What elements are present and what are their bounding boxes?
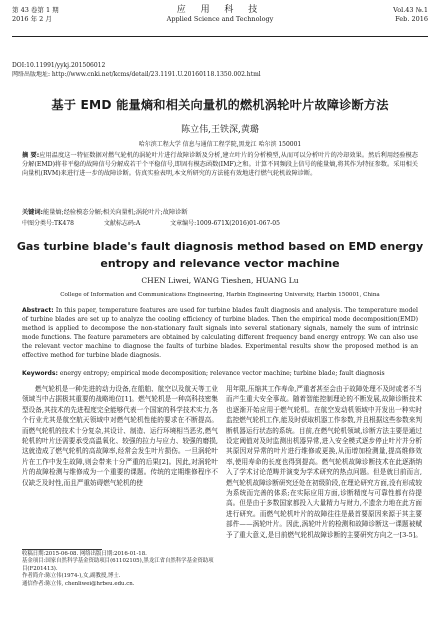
running-header: [12, 6, 428, 36]
article-title-en: Gas turbine blade's fault diagnosis method based on EMD energy entropy and relevance vector machine: [16, 240, 424, 270]
keywords-cn-text: 能量熵;经验模态分解;相关向量机;涡轮叶片;故障诊断: [43, 209, 188, 216]
body-right-text: 用年限,压缩其工作寿命,严重者甚至会由于故障处理不及时或者不当而产生重大安全事故。随着智能控制理论的不断发展,故障诊断技术也逐渐开始应用于燃气轮机。在航空发动机领域中开发出一种实时监控燃气轮机工作,能及时获取机器工作参数,并且根据这些参数来判断机器运行状态的系统。目前,在燃气轮机领域,诊断方法主要是通过设定阈值对及时监测出机器异常,进入安全模式逐步停止叶片并分析其原因对异常的叶片进行维修或更换,从而增加检测量,提高维修效率,使用寿命的长度也得到提高。燃气轮机故障诊断技术在此逐渐纳入了学术讨论范畴并演变为学术研究的热点问题。但是就目前而言,燃气轮机故障诊断研究还处在初级阶段,在理论研究方面,没有形成较为系统而完善的体系;在实际应用方面,诊断精度与可靠性都有待提高。但是由于多数国家都投入大量精力与财力,不遗余力地在此方面进行研究。而燃气轮机叶片的故障往往是最首要原因来源于其主要部件——涡轮叶片。因此,涡轮叶片的检测和故障诊断这一课题被赋予了重大意义,是目前燃气轮机故障诊断的主要研究方向之一[3-5]。: [226, 385, 422, 539]
header-rule: [12, 36, 428, 37]
keywords-cn-label: 关键词:: [22, 209, 44, 216]
abstract-cn-label: 摘 要:: [22, 152, 40, 159]
abstract-cn: [22, 152, 418, 178]
journal-name-en: Applied Science and Technology: [166, 15, 274, 23]
article-title-cn: 基于 EMD 能量熵和相关向量机的燃机涡轮叶片故障诊断方法: [51, 98, 389, 112]
authors-en: CHEN Liwei, WANG Tieshen, HUANG Lu: [141, 276, 299, 285]
footnote-funding: 基金项目:国家自然科学基金资助项目(61102105),黑龙江省自然科学基金资助项目(F201413).: [22, 558, 214, 572]
keywords-en: [22, 370, 418, 379]
header-volume-issue: 第 43 卷第 1 期: [12, 6, 59, 14]
keywords-cn: [22, 209, 418, 218]
abstract-cn-text: 应用温度这一特征数据对燃气轮机的涡轮叶片进行故障诊断及分析,建立叶片的分析模型,从而可以分析叶片的冷却效果。然后利用经验模态分解(EMD)将非平稳的故障信号分解成若干个平稳信号,即固有模态函数(IMF)之和。计算不同频段上信号的能量熵,将其作为特征参数。采用相关向量机(RVM)来进行进一步的故障诊断。仿真实验表明,本文所研究的方法能有效地进行燃气轮机故障诊断。: [22, 152, 418, 177]
body-column-left: [22, 384, 218, 544]
affiliation-cn: 哈尔滨工程大学 信息与通信工程学院,黑龙江 哈尔滨 150001: [138, 141, 302, 148]
header-journal: [12, 6, 428, 24]
abstract-en: [22, 307, 418, 360]
online-url-line: 网络出版地址: http://www.cnki.net/kcms/detail/23.1191.U.20160118.1350.002.html: [12, 71, 261, 78]
header-volume-en-line: Vol.43 №.1: [393, 6, 428, 14]
abstract-en-text: In this paper, temperature features are used for turbine blades fault diagnosis and analysis. The temperature model of turbine blades are set up to analyze the cooling efficiency of turbine blades. Then the empirical mode decomposition(EMD) method is applied to decompose the non-stationary fault signals into several stationary signals, namely the sum of intrinsic mode functions. The feature parameters are obtained by calculating different frequency band energy entropy. We can also use the relevant vector machine to diagnose the faults of turbine blades. Experimental results show the proposed method is an effective method for turbine blade diagnosis.: [22, 307, 418, 359]
document-code: 文献标志码:A: [103, 220, 141, 227]
footnotes: [22, 551, 218, 588]
keywords-en-label: Keywords:: [22, 370, 58, 377]
authors-cn: 陈立伟,王铁深,黄璐: [181, 125, 259, 135]
body-column-right: [226, 384, 422, 609]
footnote-received: 收稿日期:2015-06-08. 网络出版日期:2016-01-18.: [22, 551, 147, 557]
clc-number: 中图分类号:TK478: [22, 220, 74, 227]
keywords-en-text: energy entropy; empirical mode decomposition; relevance vector machine; turbine blade; fault diagnosis: [59, 370, 385, 377]
footnote-corresponding: 通信作者:陈立伟, chenliwei@hrbeu.edu.cn.: [22, 580, 135, 587]
header-date: 2016 年 2 月: [12, 15, 52, 23]
article-number: 文章编号:1009-671X(2016)01-067-05: [170, 220, 280, 227]
abstract-en-label: Abstract:: [22, 307, 54, 314]
header-volume-en: [393, 6, 428, 24]
classification-line: [22, 220, 418, 228]
footnote-author: 作者简介:陈立伟(1974-),女,副教授,博士.: [22, 573, 121, 580]
doi-line: DOI:10.11991/yykj.201506012: [12, 62, 106, 69]
header-date-en: Feb. 2016: [395, 15, 428, 23]
affiliation-en: College of Information and Communications Engineering, Harbin Engineering University, Harbin 150001, China: [60, 292, 380, 298]
footnote-rule: [22, 549, 102, 550]
journal-name-cn: 应 用 科 技: [176, 5, 264, 15]
body-left-text: 燃气轮机是一种先进的动力设备,在船舶、航空以及航天等工业领域当中占据极其重要的战略地位[1]。燃气轮机是一种高科技密集型设备,其技术的先进程度完全能够代表一个国家的科学技术实力,各个行业尤其是航空航天领域中对燃气轮机性能的要求在不断提高。而燃气轮机的技术十分复杂,其设计、制造、运行环境相当恶劣,燃气轮机的叶片还需要承受高温氧化、较强的拉力与应力、较强的磨损,这就造成了燃气轮机的高故障率,经常会发生叶片损伤。一旦涡轮叶片在工作中发生故障,则会带来十分严重的后果[2]。因此,对涡轮叶片的故障检测与维修成为一个重要的课题。传统的定期维修程序不仅缺乏及时性,而且严重妨碍燃气轮机的使: [22, 385, 218, 487]
